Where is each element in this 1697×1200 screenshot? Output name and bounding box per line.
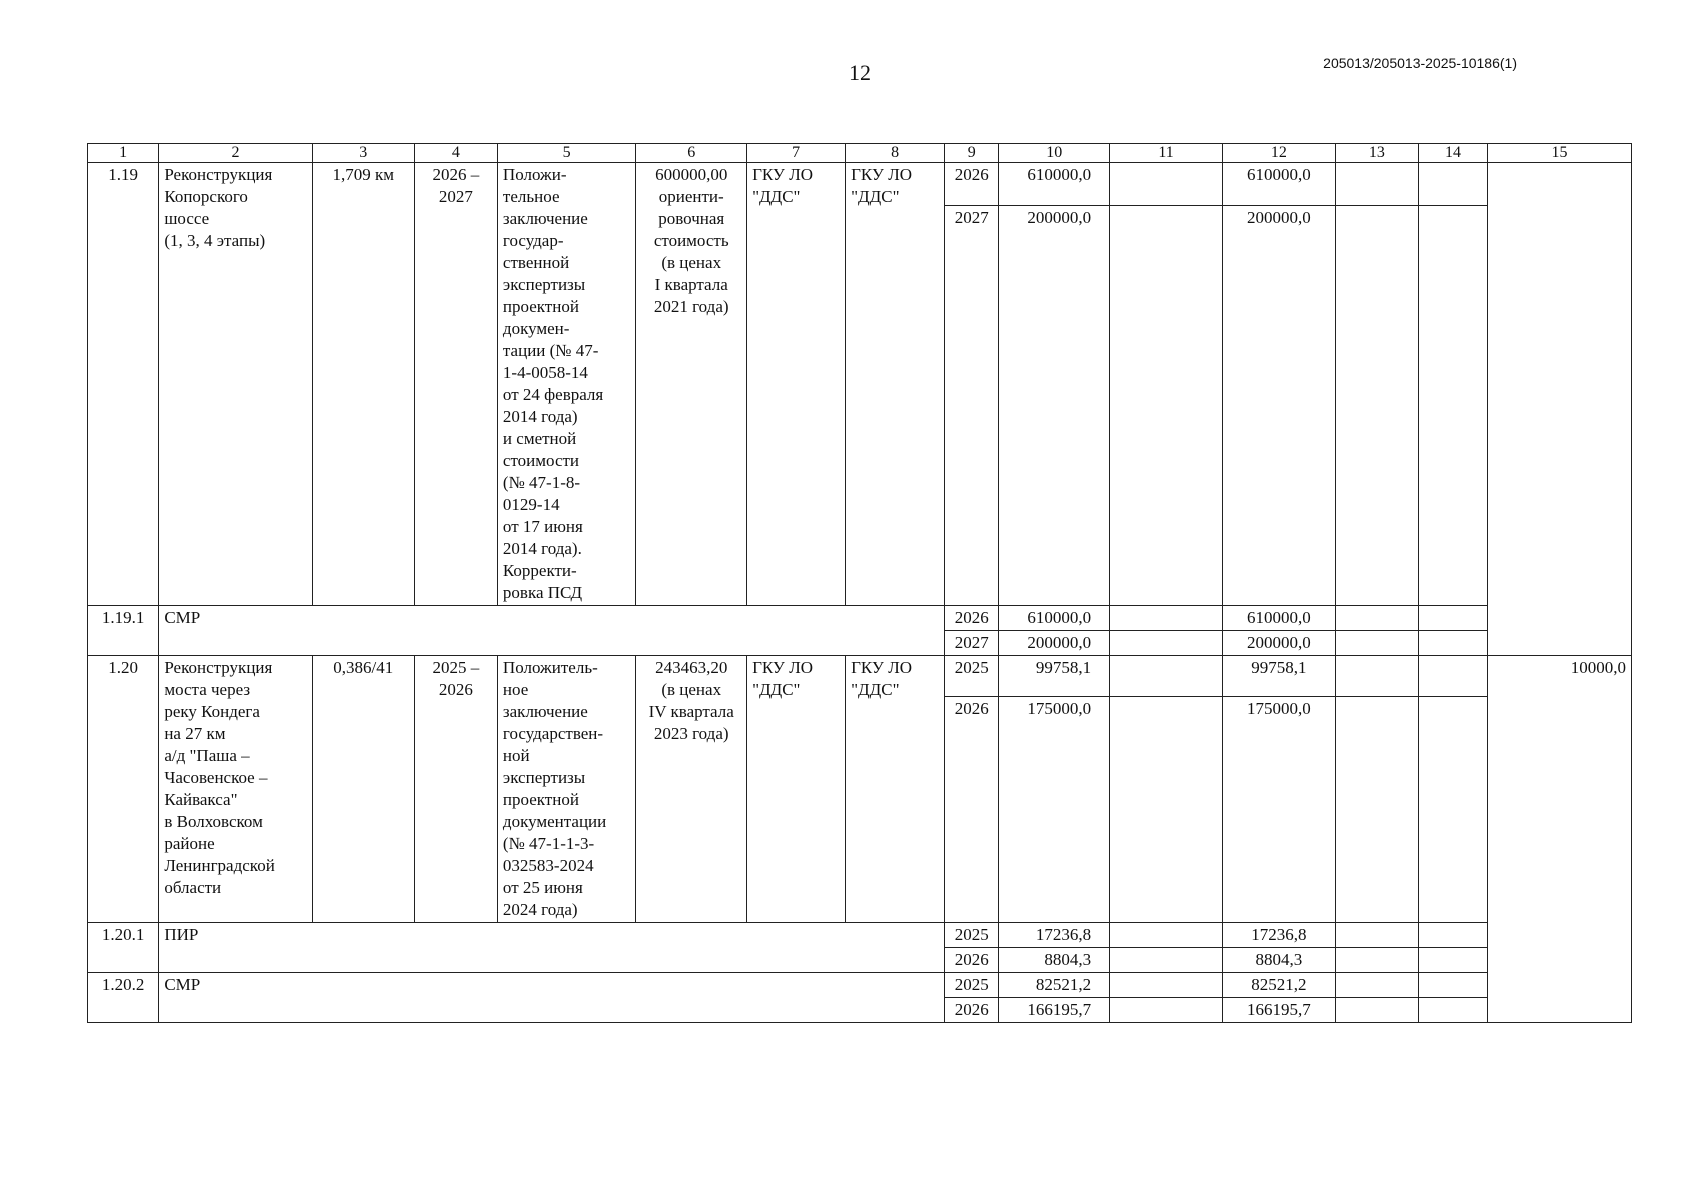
year-cell: 2026 <box>945 697 999 923</box>
regional-cell: 200000,0 <box>1223 631 1336 656</box>
total-cell: 17236,8 <box>999 923 1110 948</box>
column-number-row <box>88 144 1632 163</box>
empty-cell <box>1110 606 1223 631</box>
federal-cell <box>1110 163 1223 206</box>
empty-cell <box>1418 163 1487 206</box>
column-number: 3 <box>312 144 414 163</box>
empty-cell <box>1418 206 1487 606</box>
page-number: 12 <box>849 60 871 85</box>
regional-cell: 17236,8 <box>1223 923 1336 948</box>
empty-cell <box>1335 631 1418 656</box>
column-number: 13 <box>1335 144 1418 163</box>
empty-cell <box>1335 973 1418 998</box>
item-number: 1.20.1 <box>88 923 159 973</box>
object-name: Реконструкция моста через реку Кондега на 27 км а/д "Паша – Часовенское – Кайвакса" в Волховском районе Ленинградской области <box>159 656 312 923</box>
year-cell: 2027 <box>945 631 999 656</box>
regional-cell: 99758,1 <box>1223 656 1336 697</box>
empty-cell <box>1335 606 1418 631</box>
empty-cell <box>1335 923 1418 948</box>
empty-cell <box>1110 998 1223 1023</box>
column-number: 4 <box>414 144 497 163</box>
empty-cell <box>1418 656 1487 697</box>
empty-cell <box>1418 948 1487 973</box>
total-cell: 8804,3 <box>999 948 1110 973</box>
empty-cell <box>1110 948 1223 973</box>
period: 2025 – 2026 <box>414 656 497 923</box>
empty-cell <box>1418 973 1487 998</box>
item-number: 1.20.2 <box>88 973 159 1023</box>
column-number: 2 <box>159 144 312 163</box>
year-cell: 2027 <box>945 206 999 606</box>
executor: ГКУ ЛО "ДДС" <box>846 656 945 923</box>
approval-document: Положи- тельное заключение государ- ственной экспертизы проектной докумен- тации (№ 47- 1-4-0058-14 от 24 февраля 2014 года) и сметной стоимости (№ 47-1-8- 0129-14 от 17 июня 2014 года). Корректи- ровка ПСД <box>497 163 635 606</box>
item-number: 1.20 <box>88 656 159 923</box>
total-cell: 82521,2 <box>999 973 1110 998</box>
empty-cell <box>1418 923 1487 948</box>
column-number: 12 <box>1223 144 1336 163</box>
subrow-1-20-2 <box>88 973 1632 998</box>
total-cell: 175000,0 <box>999 697 1110 923</box>
empty-cell <box>1335 948 1418 973</box>
estimated-cost: 243463,20 (в ценах IV квартала 2023 года) <box>636 656 747 923</box>
column-number: 7 <box>747 144 846 163</box>
year-cell: 2026 <box>945 606 999 631</box>
column-number: 14 <box>1418 144 1487 163</box>
column-15-cell: 10000,0 <box>1488 656 1632 1023</box>
regional-cell: 610000,0 <box>1223 163 1336 206</box>
empty-cell <box>1335 697 1418 923</box>
federal-cell <box>1110 697 1223 923</box>
empty-cell <box>1110 631 1223 656</box>
customer: ГКУ ЛО "ДДС" <box>747 656 846 923</box>
approval-document: Положитель- ное заключение государствен- ной экспертизы проектной документации (№ 47-1-1-3- 032583-2024 от 25 июня 2024 года) <box>497 656 635 923</box>
total-cell: 610000,0 <box>999 606 1110 631</box>
estimated-cost: 600000,00 ориенти- ровочная стоимость (в ценах I квартала 2021 года) <box>636 163 747 606</box>
year-cell: 2025 <box>945 973 999 998</box>
empty-cell <box>1418 998 1487 1023</box>
column-number: 5 <box>497 144 635 163</box>
regional-cell: 610000,0 <box>1223 606 1336 631</box>
total-cell: 610000,0 <box>999 163 1110 206</box>
year-cell: 2026 <box>945 998 999 1023</box>
empty-cell <box>1335 656 1418 697</box>
column-15-cell <box>1488 163 1632 656</box>
total-cell: 200000,0 <box>999 631 1110 656</box>
column-number: 10 <box>999 144 1110 163</box>
column-number: 8 <box>846 144 945 163</box>
regional-cell: 82521,2 <box>1223 973 1336 998</box>
customer: ГКУ ЛО "ДДС" <box>747 163 846 606</box>
empty-cell <box>1418 631 1487 656</box>
subrow-1-20-1 <box>88 923 1632 948</box>
total-cell: 200000,0 <box>999 206 1110 606</box>
item-number: 1.19 <box>88 163 159 606</box>
regional-cell: 166195,7 <box>1223 998 1336 1023</box>
empty-cell <box>1335 206 1418 606</box>
empty-cell <box>1335 163 1418 206</box>
empty-cell <box>1335 998 1418 1023</box>
year-cell: 2025 <box>945 656 999 697</box>
regional-cell: 175000,0 <box>1223 697 1336 923</box>
year-cell: 2026 <box>945 163 999 206</box>
executor: ГКУ ЛО "ДДС" <box>846 163 945 606</box>
federal-cell <box>1110 206 1223 606</box>
empty-cell <box>1110 923 1223 948</box>
capacity: 1,709 км <box>312 163 414 606</box>
year-cell: 2026 <box>945 948 999 973</box>
investment-table <box>87 143 1632 1023</box>
total-cell: 166195,7 <box>999 998 1110 1023</box>
total-cell: 99758,1 <box>999 656 1110 697</box>
project-row-1-19 <box>88 163 1632 206</box>
capacity: 0,386/41 <box>312 656 414 923</box>
project-row-1-20 <box>88 656 1632 697</box>
item-number: 1.19.1 <box>88 606 159 656</box>
object-name: Реконструкция Копорского шоссе (1, 3, 4 этапы) <box>159 163 312 606</box>
work-type: СМР <box>159 973 945 1023</box>
regional-cell: 200000,0 <box>1223 206 1336 606</box>
subrow-1-19-1 <box>88 606 1632 631</box>
year-cell: 2025 <box>945 923 999 948</box>
federal-cell <box>1110 656 1223 697</box>
column-number: 9 <box>945 144 999 163</box>
empty-cell <box>1110 973 1223 998</box>
empty-cell <box>1418 697 1487 923</box>
work-type: СМР <box>159 606 945 656</box>
column-number: 11 <box>1110 144 1223 163</box>
column-number: 6 <box>636 144 747 163</box>
period: 2026 – 2027 <box>414 163 497 606</box>
regional-cell: 8804,3 <box>1223 948 1336 973</box>
document-id: 205013/205013-2025-10186(1) <box>1323 55 1517 71</box>
column-number: 1 <box>88 144 159 163</box>
work-type: ПИР <box>159 923 945 973</box>
empty-cell <box>1418 606 1487 631</box>
column-number: 15 <box>1488 144 1632 163</box>
